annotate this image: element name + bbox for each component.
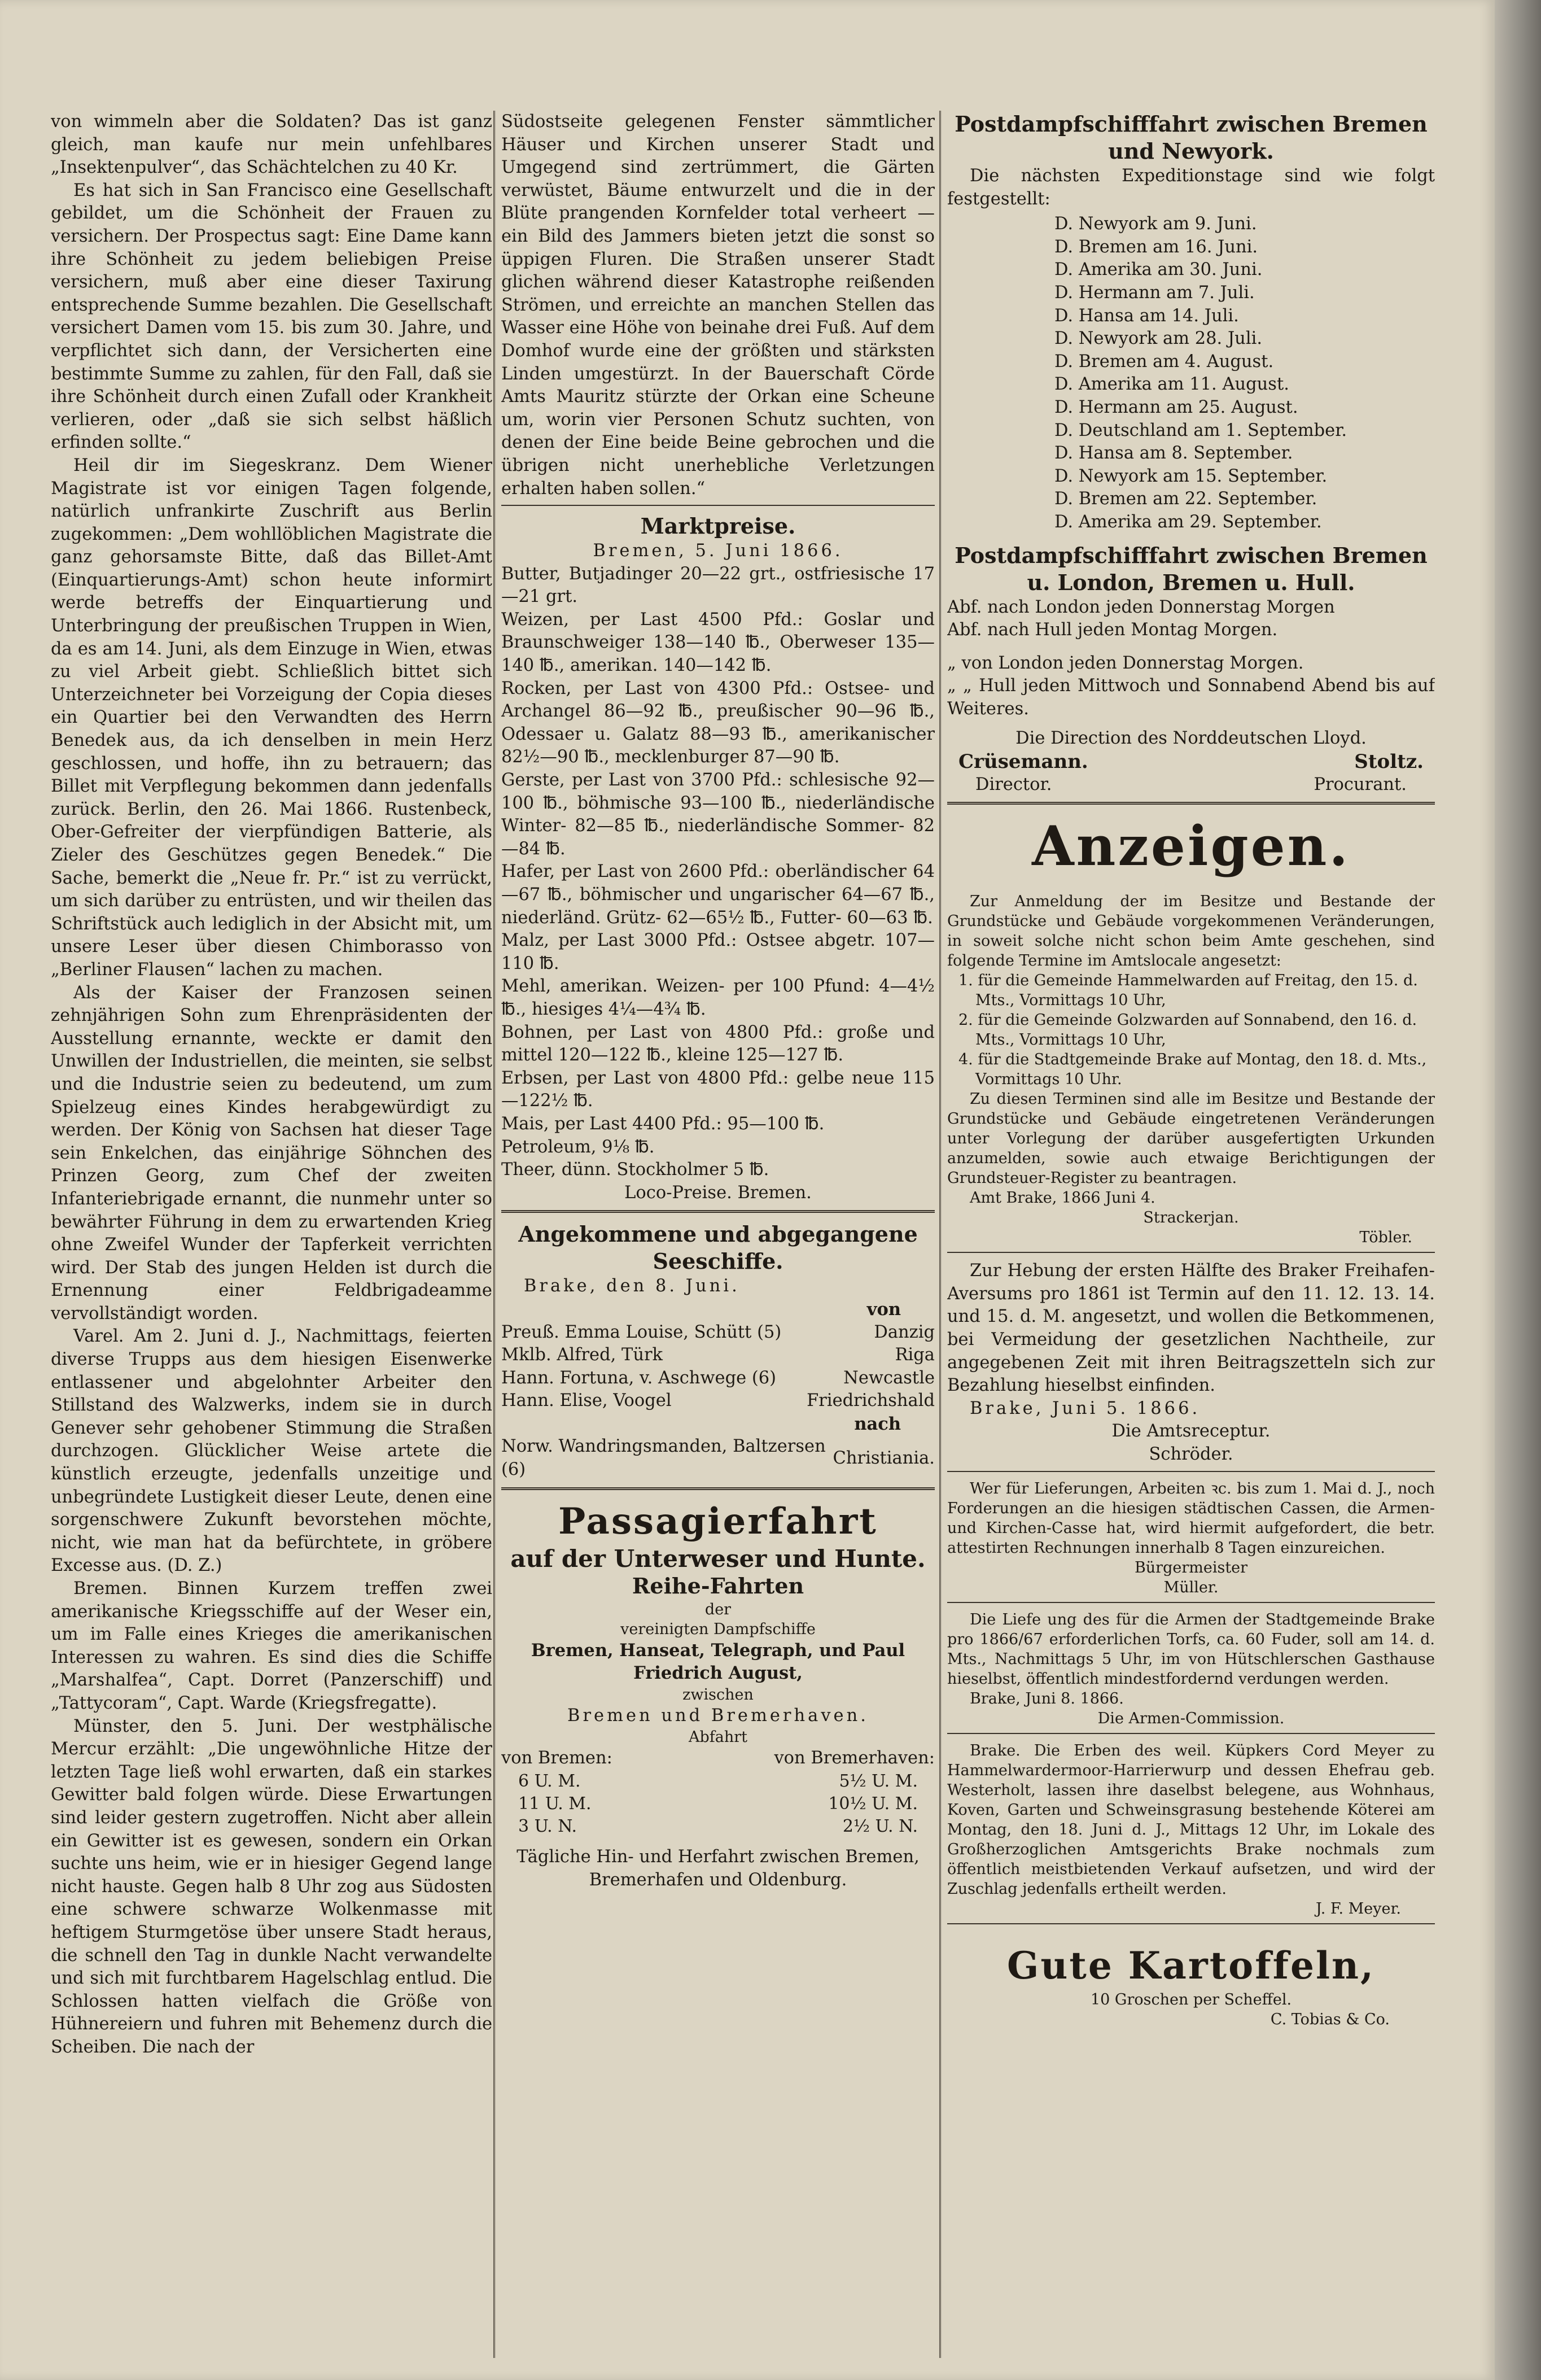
time-cell: 2½ U. N. [842,1816,918,1837]
list-item: D. Newyork am 28. Juli. [1054,329,1263,349]
from-bremerhaven: von Bremerhaven: [774,1748,935,1768]
ad-grundstuecke [947,892,1435,1247]
ship-name: Norw. Wandringsmanden, Baltzersen (6) [501,1436,826,1480]
price-entry: Weizen, per Last 4500 Pfd.: Goslar und Braunschweiger 138—140 ℔., Oberweser 135—140 ℔., amerikan. 140—142 ℔. [501,609,935,676]
time-cell: 10½ U. M. [828,1794,918,1814]
section-divider [501,1210,935,1213]
ad-divider [947,1602,1435,1603]
table-row [501,1815,935,1838]
arrivals-table [501,1321,935,1413]
port-name: Friedrichshald [807,1391,935,1411]
section-title: Postdampfschifffahrt zwischen Bremen und Newyork. [955,111,1428,164]
from-bremen: von Bremen: [501,1748,612,1768]
article-paragraph: Südostseite gelegenen Fenster sämmtlicher Häuser und Kirchen unserer Stadt und Umgegend sind zertrümmert, die Gärten verwüstet, Bäume entwurzelt und die in der Blüte prangenden Kornfelder total verheert — ein Bild des Jammers bieten jetzt die sonst so üppigen Fluren. Die Straßen unserer Stadt glichen während dieser Katastrophe reißenden Strömen, und erreichte an manchen Stellen das Wasser eine Höhe von beinahe drei Fuß. Auf dem Domhof wurde eine der größten und stärksten Linden umgestürzt. In der Bauerschaft Cörde Amts Mauritz stürzte der Orkan eine Scheune um, worin vier Personen Schutz suchten, von denen der Eine beide Beine gebrochen und die übrigen nicht unerhebliche Verletzungen erhalten haben sollen.“ [501,112,935,499]
ship-name: Preuß. Emma Louise, Schütt (5) [501,1322,782,1342]
list-item: D. Newyork am 9. Juni. [1054,214,1257,234]
ad-title: Gute Kartoffeln, [1006,1943,1376,1988]
list-item: 2. für die Gemeinde Golzwarden auf Sonnabend, den 16. d. Mts., Vormittags 10 Uhr, [958,1011,1417,1049]
signature: C. Tobias & Co. [1270,2010,1390,2028]
port-name: Riga [895,1345,935,1365]
article-paragraph: Heil dir im Siegeskranz. Dem Wiener Magistrate ist vor einigen Tagen folgende, natürlich unfrankirte Zuschrift aus Berlin zugekommen: „Dem wohllöblichen Magistrate die ganz gehorsamste Bitte, daß das Billet-Amt (Einquartierungs-Amt) schon heute informirt werde betreffs der Einquartierung und Unterbringung der preußischen Truppen in Wien, da es am 14. Juni, als dem Einzuge in Wien, etwas zu viel Arbeit giebt. Schließlich bittet sich Unterzeichneter bei Vorzeigung der Copia dieses ein Quartier bei den Verwandten des Herrn Benedek aus, da ich denselben in mein Herz geschlossen, und hoffe, ihn zu betrauern; das Billet mit Verpflegung bekommen dann jedenfalls zurück. Berlin, den 26. Mai 1866. Rustenbeck, Ober-Gefreiter der vierpfündigen Batterie, als Zieler des Geschützes gegen Benedek.“ Die Sache, bemerkt die „Neue fr. Pr.“ ist zu verrückt, um sich darüber zu entrüsten, und wir theilen das Schriftstück auch lediglich in der Absicht mit, um unsere Leser über diesen Chimborasso von „Berliner Flausen“ lachen zu machen. [51,455,492,980]
table-row [501,1770,935,1793]
signature: J. F. Meyer. [1316,1899,1401,1918]
section-title: Marktpreise. [640,513,796,539]
table-row [501,1793,935,1815]
schedule-intro: Die nächsten Expeditionstage sind wie folgt festgestellt: [947,166,1435,209]
post-newyork [947,111,1435,534]
ad-divider [947,1923,1435,1924]
list-item: D. Amerika am 29. September. [1054,512,1322,532]
section-divider [947,802,1435,805]
list-item: D. Newyork am 15. September. [1054,466,1328,486]
route-line: Abf. nach London jeden Donnerstag Morgen [947,597,1335,617]
market-footer: Loco-Preise. Bremen. [624,1182,812,1203]
route-line: „ „ Hull jeden Mittwoch und Sonnabend Abend bis auf Weiteres. [947,676,1435,719]
market-prices [501,513,935,1204]
price-entry: Hafer, per Last von 2600 Pfd.: oberländischer 64—67 ℔., böhmischer und ungarischer 64—67 ℔., niederländ. Grütz- 62—65½ ℔., Futter- 60—63 ℔. [501,862,935,928]
lloyd-direction: Die Direction des Norddeutschen Lloyd. [1015,728,1367,749]
signature-row [947,750,1435,774]
route-line: Abf. nach Hull jeden Montag Morgen. [947,620,1278,640]
signature: Strackerjan. [1143,1209,1239,1227]
section-title: Postdampfschifffahrt zwischen Bremen u. London, Bremen u. Hull. [955,542,1428,595]
ad-torf [947,1610,1435,1728]
ad-office: Die Amtsreceptur. [1111,1421,1271,1442]
schedule-list [1054,213,1435,534]
ad-text: Zur Anmeldung der im Besitze und Bestande der Grundstücke und Gebäude vorgekommenen Veränderungen, in soweit solche nicht schon beim Amte geschehen, sind folgende Termine im Amtslocale angesetzt: [947,893,1435,970]
ad-date: Brake, Juni 5. 1866. [970,1398,1201,1418]
port-name: Danzig [874,1322,935,1342]
article-paragraph: Münster, den 5. Juni. Der westphälische Mercur erzählt: „Die ungewöhnliche Hitze der letzten Tage ließ wohl erwarten, daß ein starkes Gewitter bald folgen würde. Diese Erwartungen sind leider gestern zugetroffen. Nicht aber allein ein Gewitter ist es gewesen, sondern ein Orkan suchte uns heim, wie er in hiesiger Gegend lange nicht hauste. Gegen halb 8 Uhr zog aus Südosten eine schwere schwarze Wolkenmasse mit heftigem Sturmgetöse über unsere Stadt heraus, die schnell den Tag in dunkle Nacht verwandelte und sich mit furchtbarem Hagelschlag entlud. Die Schlossen hatten vielfach die Größe von Hühnereiern und fuhren mit Behemenz durch die Scheiben. Die nach der [51,1716,492,2057]
ad-date: Brake, Juni 8. 1866. [970,1689,1124,1708]
list-item: D. Amerika am 11. August. [1054,374,1289,395]
price-entry: Theer, dünn. Stockholmer 5 ℔. [501,1160,769,1180]
port-name: Christiania. [833,1448,935,1468]
signature: Die Armen-Commission. [1097,1709,1285,1727]
departures-table [501,1435,935,1481]
time-cell: 3 U. N. [518,1816,577,1837]
ferry-zwischen: zwischen [682,1685,754,1704]
article-paragraph: Bremen. Binnen Kurzem treffen zwei amerikanische Kriegsschiffe auf der Weser ein, um im Falle eines Krieges die amerikanischen Interessen zu wahren. Es sind dies die Schiffe „Marshalfea“, Capt. Dorret (Panzerschiff) und „Tattycoram“, Capt. Warde (Kriegsfregatte). [51,1579,492,1713]
section-title: Angekommene und abgegangene Seeschiffe. [518,1221,918,1274]
port-name: Newcastle [843,1368,935,1388]
ferry-ad [501,1498,935,1892]
ferry-vereinigten: vereinigten Dampfschiffe [620,1620,816,1638]
ad-text: Zur Hebung der ersten Hälfte des Braker Freihafen-Aversums pro 1861 ist Termin auf den 11. 12. 13. 14. und 15. d. M. angesetzt, und wollen die Betkommenen, bei Vermeidung der gesetzlichen Nachtheile, zur angegebenen Zeit mit ihren Beitragszetteln sich zur Bezahlung hieselbst einfinden. [947,1261,1435,1396]
list-item: D. Deutschland am 1. September. [1054,420,1347,440]
ad-text: Brake. Die Erben des weil. Küpkers Cord Meyer zu Hammelwardermoor-Harrierwurp und dessen Ehefrau geb. Westerholt, lassen ihre daselbst belegene, aus Wohnhaus, Koven, Garten und Schweinsgrasung bestehende Köterei am Montag, den 18. Juni d. J., Mittags 12 Uhr, im Lokale des Großherzoglichen Amtsgerichts Brake nochmals zum öffentlich meistbietenden Verkauf aufsetzen, und wird der Zuschlag jedenfalls ertheilt werden. [947,1741,1435,1898]
price-entry: Butter, Butjadinger 20—22 grt., ostfriesische 17—21 grt. [501,564,935,607]
price-entry: Gerste, per Last von 3700 Pfd.: schlesische 92—100 ℔., böhmische 93—100 ℔., niederländische Winter- 82—85 ℔., niederländische Sommer- 82—84 ℔. [501,770,935,859]
ad-text: Wer für Lieferungen, Arbeiten ꝛc. bis zum 1. Mai d. J., noch Forderungen an die hiesigen städtischen Cassen, die Armen- und Kirchen-Casse hat, wird hiermit aufgefordert, die betr. attestirten Rechnungen innerhalb 8 Tagen einzureichen. [947,1479,1435,1557]
time-cell: 6 U. M. [518,1771,581,1792]
list-item: 1. für die Gemeinde Hammelwarden auf Freitag, den 15. d. Mts., Vormittags 10 Uhr, [958,972,1418,1010]
ferry-der: der [704,1600,732,1618]
dateline: Bremen, 5. Juni 1866. [593,541,843,561]
list-item: D. Amerika am 30. Juni. [1054,260,1263,280]
ferry-subtitle: auf der Unterweser und Hunte. [510,1544,926,1573]
signature: Schröder. [1149,1444,1233,1464]
price-entry: Bohnen, per Last von 4800 Pfd.: große und mittel 120—122 ℔., kleine 125—127 ℔. [501,1022,935,1065]
price-entry: Malz, per Last 3000 Pfd.: Ostsee abgetr. 107—110 ℔. [501,931,935,973]
ad-divider [947,1252,1435,1253]
ad-divider [947,1733,1435,1734]
column-rule [939,111,941,2358]
page-edge [1495,0,1541,2380]
ship-movements [501,1221,935,1481]
ferry-route: Bremen und Bremerhaven. [567,1705,869,1726]
role-row [947,774,1435,797]
signature: Müller. [1163,1578,1219,1596]
section-divider [501,1487,935,1490]
price-entry: Erbsen, per Last von 4800 Pfd.: gelbe neue 115—122½ ℔. [501,1068,935,1111]
article-paragraph: Varel. Am 2. Juni d. J., Nachmittags, feierten diverse Trupps aus dem hiesigen Eisenwerke entlassener und abgelohnter Arbeiter den Stillstand des Walzwerks, indem sie in durch Genever sehr gehobener Stimmung die Straßen durchzogen. Glücklicher Weise artete die künstlich erzeugte, jedenfalls unzeitige und unbegründete Lustigkeit dieser Leute, denen eine sorgenschwere Zukunft bevorstehen möchte, nicht, wie man hat da befürchtete, in gröbere Excesse aus. (D. Z.) [51,1326,492,1576]
ad-kartoffeln [947,1941,1435,2029]
ship-name: Hann. Fortuna, v. Aschwege (6) [501,1368,777,1388]
column-right [947,111,1435,2358]
article-paragraph: Als der Kaiser der Franzosen seinen zehnjährigen Sohn zum Ehrenpräsidenten der Ausstellung ernannte, weckte er damit den Unwillen der Industriellen, die meinten, sie selbst und die Industrie seien zu bedeutend, um zum Spielzeug eines Kindes herabgewürdigt zu werden. Der König von Sachsen hat dieser Tage sein Enkelchen, das einjährige Söhnchen des Prinzen Georg, zum Chef der zweiten Infanteriebrigade ernannt, die nunmehr unter so bewährter Führung in dem zu erwartenden Krieg ohne Zweifel Wunder der Tapferkeit verrichten wird. Der Stab des jungen Helden ist durch die Ernennung einer Feldbrigadeamme vervollständigt worden. [51,982,492,1324]
ship-name: Hann. Elise, Voogel [501,1391,672,1411]
article-paragraph: von wimmeln aber die Soldaten? Das ist ganz gleich, man kaufe nur mein unfehlbares „Insektenpulver“, das Schächtelchen zu 40 Kr. [51,112,492,178]
ad-text: Die Liefe ung des für die Armen der Stadtgemeinde Brake pro 1866/67 erforderlichen Torfs, ca. 60 Fuder, soll am 14. d. Mts., Nachmittags 5 Uhr, im von Hütschlerschen Gasthause hieselbst, öffentlich mindestfordernd verdungen werden. [947,1610,1435,1688]
ferry-from-row [501,1747,935,1770]
signature: Töbler. [1359,1229,1412,1247]
signature: Stoltz. [1354,750,1424,774]
table-row [501,1344,935,1367]
ad-forderungen [947,1479,1435,1597]
column-left [51,111,492,2358]
ad-text: Zu diesen Terminen sind alle im Besitze und Bestande der Grundstücke und Gebäude eingetretenen Veränderungen unter Vorlegung der darüber ausgefertigten Urkunden anzumelden, sowie auch etwaige Berichtigungen der Grundsteuer-Register zu beantragen. [947,1090,1435,1187]
ship-name: Mklb. Alfred, Türk [501,1345,663,1365]
ferry-footer: Tägliche Hin- und Herfahrt zwischen Bremen, Bremerhafen und Oldenburg. [516,1847,920,1890]
section-divider [501,505,935,506]
list-item: D. Bremen am 22. September. [1054,489,1317,509]
table-row [501,1367,935,1390]
ferry-reihe: Reihe-Fahrten [632,1573,804,1599]
dateline: Brake, den 8. Juni. [524,1276,740,1296]
list-item: D. Bremen am 16. Juni. [1054,237,1258,257]
ferry-abfahrt: Abfahrt [688,1728,748,1746]
price-entry: Rocken, per Last von 4300 Pfd.: Ostsee- und Archangel 86—92 ℔., preußischer 90—96 ℔., Odessaer u. Galatz 88—93 ℔., amerikanischer 82½—90 ℔., mecklenburger 87—90 ℔. [501,678,935,767]
price-entry: Petroleum, 9⅛ ℔. [501,1137,655,1157]
table-row [501,1390,935,1413]
anzeigen-heading: Anzeigen. [1032,814,1350,879]
ad-koeterei [947,1741,1435,1919]
list-item: D. Bremen am 4. August. [1054,351,1274,372]
signature-title: Bürgermeister [1134,1558,1248,1577]
price-entry: Mehl, amerikan. Weizen- per 100 Pfund: 4—4½ ℔., hiesiges 4¼—4¾ ℔. [501,976,935,1019]
ad-date: Amt Brake, 1866 Juni 4. [970,1189,1155,1207]
signature: Crüsemann. [958,750,1088,774]
nach-label: nach [854,1413,901,1434]
role-label: Procurant. [1314,774,1407,794]
article-paragraph: Es hat sich in San Francisco eine Gesellschaft gebildet, um die Schönheit der Frauen zu versichern. Der Prospectus sagt: Eine Dame kann ihre Schönheit zu jedem beliebigen Preise versichern, muß aber eine dieser Taxirung entsprechende Summe bezahlen. Die Gesellschaft versichert Damen vom 15. bis zum 30. Jahre, und verpflichtet sich dann, der Versicherten eine bestimmte Summe zu zahlen, für den Fall, daß sie ihre Schönheit durch einen Zufall oder Krankheit verlieren, oder „daß sie sich selbst häßlich erfinden sollte.“ [51,180,492,453]
time-cell: 5½ U. M. [839,1771,918,1792]
column-middle [501,111,935,2358]
list-item: D. Hansa am 14. Juli. [1054,305,1239,326]
ad-freihafen [947,1260,1435,1466]
table-row [501,1321,935,1344]
table-row [501,1435,935,1481]
column-rule [493,111,495,2358]
ferry-title: Passagierfahrt [558,1500,878,1543]
ad-divider [947,1471,1435,1472]
role-label: Director. [975,774,1052,794]
ferry-times-table [501,1770,935,1838]
list-item: 4. für die Stadtgemeinde Brake auf Montag, den 18. d. Mts., Vormittags 10 Uhr. [958,1051,1427,1089]
list-item: D. Hermann am 7. Juli. [1054,282,1255,303]
ad-price: 10 Groschen per Scheffel. [1090,1990,1292,2008]
price-entry: Mais, per Last 4400 Pfd.: 95—100 ℔. [501,1113,825,1134]
route-line: „ von London jeden Donnerstag Morgen. [947,653,1304,673]
ferry-ships: Bremen, Hanseat, Telegraph, und Paul Friedrich August, [531,1640,905,1684]
list-item: D. Hermann am 25. August. [1054,397,1298,417]
von-label: von [866,1299,901,1320]
time-cell: 11 U. M. [518,1794,592,1814]
list-item: D. Hansa am 8. September. [1054,443,1293,464]
post-london-hull [947,542,1435,797]
